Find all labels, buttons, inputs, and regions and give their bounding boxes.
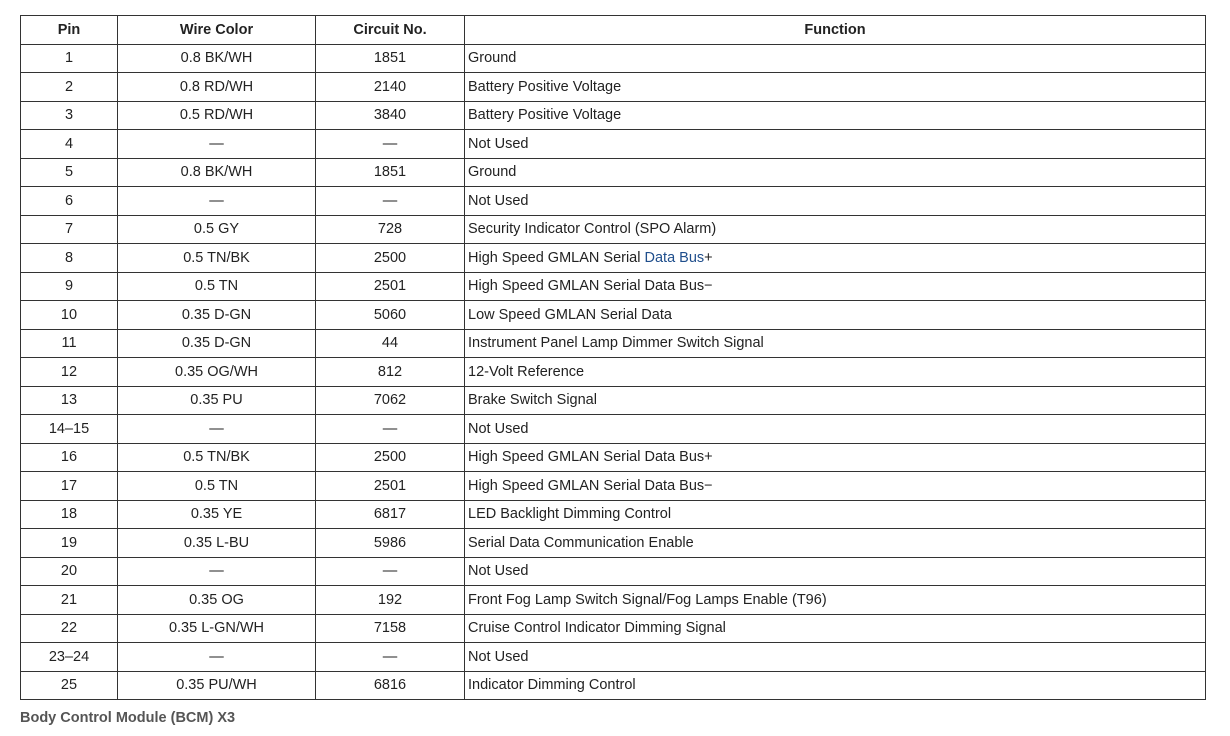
circuit-cell: 2500 [316,443,465,472]
function-cell: Not Used [465,130,1206,159]
wire-color-cell: 0.35 L-GN/WH [118,614,316,643]
circuit-cell: 5060 [316,301,465,330]
pin-cell: 19 [21,529,118,558]
wire-color-cell: 0.35 YE [118,500,316,529]
function-cell: Not Used [465,643,1206,672]
wire-color-cell: — [118,557,316,586]
function-cell: Battery Positive Voltage [465,73,1206,102]
pin-cell: 14–15 [21,415,118,444]
pin-cell: 8 [21,244,118,273]
function-suffix: + [704,249,713,266]
wire-color-cell: 0.5 TN [118,472,316,501]
pin-cell: 18 [21,500,118,529]
circuit-cell: 1851 [316,158,465,187]
wire-color-cell: — [118,187,316,216]
pinout-table [20,15,1206,700]
table-row [21,472,1206,501]
table-row [21,529,1206,558]
circuit-cell: 2501 [316,472,465,501]
function-cell: Ground [465,44,1206,73]
function-cell: Not Used [465,415,1206,444]
pin-cell: 16 [21,443,118,472]
pin-cell: 23–24 [21,643,118,672]
pin-cell: 4 [21,130,118,159]
circuit-cell: 2500 [316,244,465,273]
function-cell: Indicator Dimming Control [465,671,1206,700]
function-cell: Security Indicator Control (SPO Alarm) [465,215,1206,244]
wire-color-cell: 0.35 PU/WH [118,671,316,700]
circuit-cell: 7062 [316,386,465,415]
function-text: High Speed GMLAN Serial [468,249,645,266]
table-row [21,215,1206,244]
table-row [21,329,1206,358]
pin-cell: 9 [21,272,118,301]
circuit-cell: 2501 [316,272,465,301]
table-row [21,386,1206,415]
pin-cell: 12 [21,358,118,387]
wire-color-cell: 0.35 D-GN [118,301,316,330]
wire-color-cell: 0.8 RD/WH [118,73,316,102]
table-row [21,671,1206,700]
function-cell: 12-Volt Reference [465,358,1206,387]
table-row [21,614,1206,643]
wire-color-cell: 0.8 BK/WH [118,158,316,187]
wire-color-cell: — [118,643,316,672]
circuit-cell: 2140 [316,73,465,102]
pin-cell: 17 [21,472,118,501]
table-row [21,301,1206,330]
pin-cell: 13 [21,386,118,415]
wire-color-cell: 0.35 OG/WH [118,358,316,387]
wire-color-cell: 0.5 TN [118,272,316,301]
header-function: Function [465,16,1206,45]
table-row [21,158,1206,187]
circuit-cell: — [316,130,465,159]
pin-cell: 22 [21,614,118,643]
function-cell [465,244,1206,273]
header-wire-color: Wire Color [118,16,316,45]
table-row [21,44,1206,73]
pin-cell: 10 [21,301,118,330]
table-row [21,244,1206,273]
function-cell: Serial Data Communication Enable [465,529,1206,558]
circuit-cell: 3840 [316,101,465,130]
function-cell: High Speed GMLAN Serial Data Bus− [465,472,1206,501]
wire-color-cell: 0.35 L-BU [118,529,316,558]
function-cell: High Speed GMLAN Serial Data Bus+ [465,443,1206,472]
wire-color-cell: 0.35 D-GN [118,329,316,358]
circuit-cell: 6817 [316,500,465,529]
pin-cell: 1 [21,44,118,73]
function-cell: High Speed GMLAN Serial Data Bus− [465,272,1206,301]
table-row [21,130,1206,159]
function-cell: Battery Positive Voltage [465,101,1206,130]
pin-cell: 20 [21,557,118,586]
function-cell: Not Used [465,187,1206,216]
pin-cell: 11 [21,329,118,358]
table-row [21,643,1206,672]
circuit-cell: 728 [316,215,465,244]
pin-cell: 5 [21,158,118,187]
wire-color-cell: 0.5 TN/BK [118,443,316,472]
function-cell: LED Backlight Dimming Control [465,500,1206,529]
circuit-cell: — [316,415,465,444]
data-bus-link[interactable]: Data Bus [644,249,705,266]
wire-color-cell: 0.35 OG [118,586,316,615]
circuit-cell: — [316,643,465,672]
function-cell: Instrument Panel Lamp Dimmer Switch Signal [465,329,1206,358]
function-cell: Ground [465,158,1206,187]
wire-color-cell: 0.5 TN/BK [118,244,316,273]
function-cell: Cruise Control Indicator Dimming Signal [465,614,1206,643]
circuit-cell: 1851 [316,44,465,73]
wire-color-cell: 0.5 GY [118,215,316,244]
pin-cell: 6 [21,187,118,216]
header-pin: Pin [21,16,118,45]
wire-color-cell: — [118,415,316,444]
function-cell: Low Speed GMLAN Serial Data [465,301,1206,330]
circuit-cell: 6816 [316,671,465,700]
table-row [21,443,1206,472]
wire-color-cell: — [118,130,316,159]
circuit-cell: — [316,187,465,216]
wire-color-cell: 0.35 PU [118,386,316,415]
table-header-row [21,16,1206,45]
circuit-cell: 44 [316,329,465,358]
header-circuit-no: Circuit No. [316,16,465,45]
table-caption: Body Control Module (BCM) X3 [20,710,236,726]
function-cell: Brake Switch Signal [465,386,1206,415]
table-row [21,101,1206,130]
circuit-cell: 192 [316,586,465,615]
circuit-cell: 5986 [316,529,465,558]
circuit-cell: 7158 [316,614,465,643]
table-row [21,358,1206,387]
table-row [21,557,1206,586]
table-row [21,415,1206,444]
circuit-cell: — [316,557,465,586]
pin-cell: 7 [21,215,118,244]
function-cell: Not Used [465,557,1206,586]
table-row [21,272,1206,301]
pin-cell: 21 [21,586,118,615]
wire-color-cell: 0.8 BK/WH [118,44,316,73]
table-row [21,187,1206,216]
table-row [21,500,1206,529]
wire-color-cell: 0.5 RD/WH [118,101,316,130]
function-cell: Front Fog Lamp Switch Signal/Fog Lamps Enable (T96) [465,586,1206,615]
circuit-cell: 812 [316,358,465,387]
pin-cell: 25 [21,671,118,700]
pin-cell: 2 [21,73,118,102]
table-row [21,586,1206,615]
pin-cell: 3 [21,101,118,130]
table-row [21,73,1206,102]
